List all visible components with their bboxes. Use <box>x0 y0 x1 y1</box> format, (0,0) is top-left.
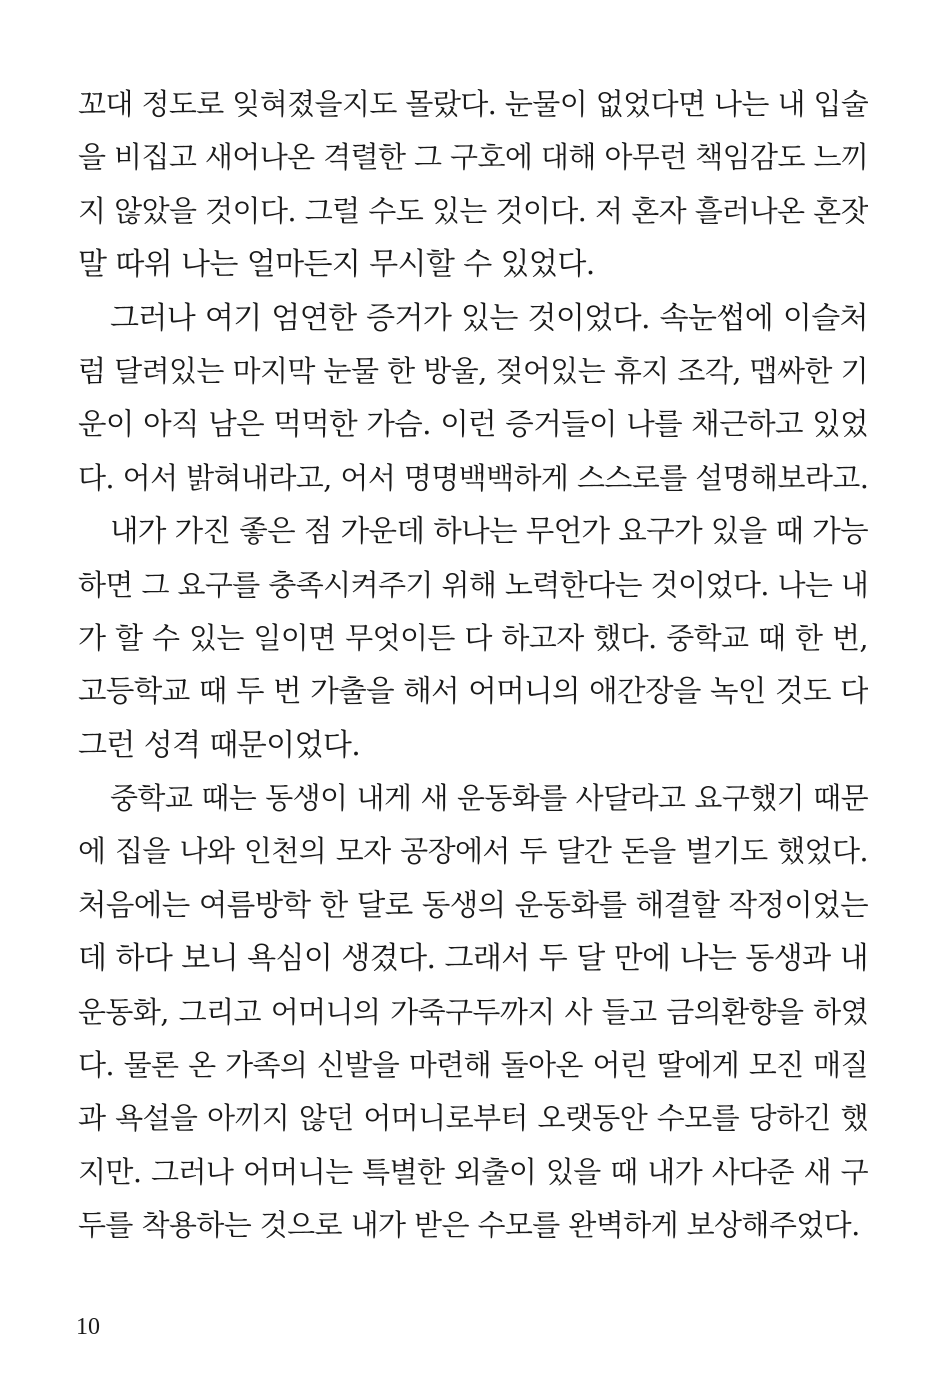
text-line: 가 할 수 있는 일이면 무엇이든 다 하고자 했다. 중학교 때 한 번, <box>78 620 868 655</box>
text-line: 을 비집고 새어나온 격렬한 그 구호에 대해 아무런 책임감도 느끼 <box>78 140 868 175</box>
text-line: 하면 그 요구를 충족시켜주기 위해 노력한다는 것이었다. 나는 내 <box>78 567 868 602</box>
text-line: 지 않았을 것이다. 그럴 수도 있는 것이다. 저 혼자 흘러나온 혼잣 <box>78 193 868 228</box>
text-line: 다. 어서 밝혀내라고, 어서 명명백백하게 스스로를 설명해보라고. <box>78 460 868 495</box>
text-line: 그런 성격 때문이었다. <box>78 727 361 763</box>
text-line: 중학교 때는 동생이 내게 새 운동화를 사달라고 요구했기 때문 <box>110 781 868 816</box>
text-line: 그러나 여기 엄연한 증거가 있는 것이었다. 속눈썹에 이슬처 <box>110 300 868 336</box>
text-line: 운이 아직 남은 먹먹한 가슴. 이런 증거들이 나를 채근하고 있었 <box>78 407 868 442</box>
text-line: 두를 착용하는 것으로 내가 받은 수모를 완벽하게 보상해주었다. <box>78 1208 860 1243</box>
text-line: 지만. 그러나 어머니는 특별한 외출이 있을 때 내가 사다준 새 구 <box>78 1154 868 1189</box>
text-line: 고등학교 때 두 번 가출을 해서 어머니의 애간장을 녹인 것도 다 <box>78 674 868 709</box>
text-line: 데 하다 보니 욕심이 생겼다. 그래서 두 달 만에 나는 동생과 내 <box>78 941 868 977</box>
text-line: 꼬대 정도로 잊혀졌을지도 몰랐다. 눈물이 없었다면 나는 내 입술 <box>78 87 868 121</box>
body-text <box>78 78 868 1253</box>
text-line: 운동화, 그리고 어머니의 가죽구두까지 사 들고 금의환향을 하였 <box>78 994 868 1029</box>
text-line: 과 욕설을 아끼지 않던 어머니로부터 오랫동안 수모를 당하긴 했 <box>78 1101 868 1136</box>
text-line: 에 집을 나와 인천의 모자 공장에서 두 달간 돈을 벌기도 했었다. <box>78 834 868 869</box>
text-line: 내가 가진 좋은 점 가운데 하나는 무언가 요구가 있을 때 가능 <box>110 514 868 549</box>
text-line: 처음에는 여름방학 한 달로 동생의 운동화를 해결할 작정이었는 <box>78 887 868 922</box>
text-line: 말 따위 나는 얼마든지 무시할 수 있었다. <box>78 247 595 283</box>
text-line: 다. 물론 온 가족의 신발을 마련해 돌아온 어린 딸에게 모진 매질 <box>78 1048 868 1083</box>
page-number: 10 <box>76 1314 100 1340</box>
text-line: 럼 달려있는 마지막 눈물 한 방울, 젖어있는 휴지 조각, 맵싸한 기 <box>78 353 868 388</box>
